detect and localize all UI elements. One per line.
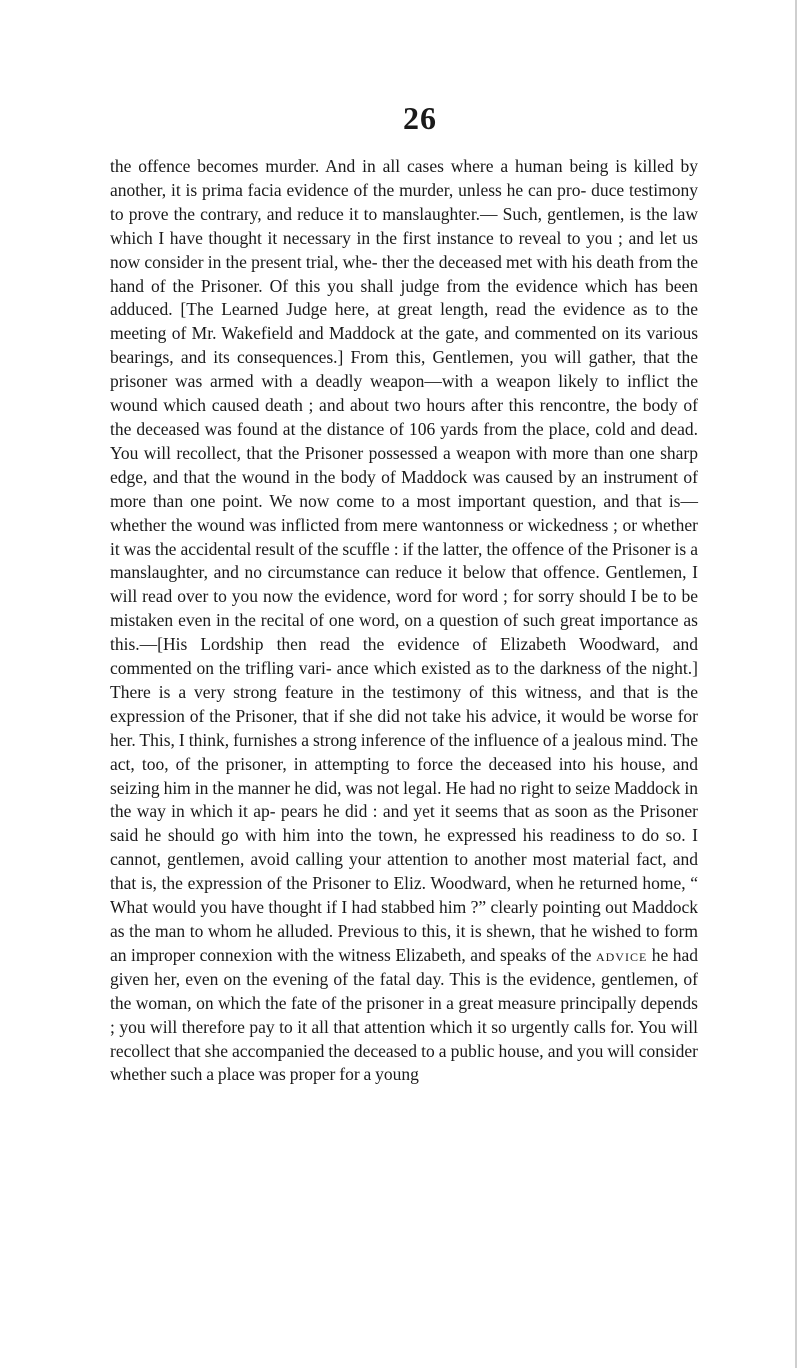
page-number: 26 <box>403 100 437 136</box>
small-caps-word: advice <box>595 944 648 965</box>
paragraph-text-1: the offence becomes murder. And in all cases where a human being is killed by another, it is prima facia evidence of the murder, unless he can pro- duce testimony to prove the contrary, and reduce it to manslaughter.— Such, gentlemen, is the law which I have thought it necessary in the first instance to reveal to you ; and let us now consider in the present trial, whe- ther the deceased met with his death from the hand of the Prisoner. Of this you shall judge from the evidence which has been adduced. [The Learned Judge here, at great length, read the evidence as to the meeting of Mr. Wakefield and Maddock at the gate, and commented on its various bearings, and its consequences.] From this, Gentlemen, you will gather, that the prisoner was armed with a deadly weapon—with a weapon likely to inflict the wound which caused death ; and about two hours after this rencontre, the body of the deceased was found at the distance of 106 yards from the place, cold and dead. You will recollect, that the Prisoner possessed a weapon with more than one sharp edge, and that the wound in the body of Maddock was caused by an instrument of more than one point. We now come to a most important question, and that is—whether the wound was inflicted from mere wantonness or wickedness ; or whether it was the accidental result of the scuffle : if the latter, the offence of the Prisoner is a manslaughter, and no circumstance can reduce it below that offence. Gentlemen, I will read over to you now the evidence, word for word ; for sorry should I be to be mistaken even in the recital of one word, on a question of such great importance as this.—[His Lordship then read the evidence of Elizabeth Woodward, and commented on the trifling vari- ance which existed as to the darkness of the night.] There is a very strong feature in the testimony of this witness, and that is the expression of the Prisoner, that if she did not take his advice, it would be worse for her. This, I think, furnishes a strong inference of the influence of a jealous mind. The act, too, of the prisoner, in attempting to force the deceased into his house, and seizing him in the manner he did, was not legal. He had no right to seize Maddock in the way in which it ap- pears he did : and yet it seems that as soon as the Prisoner said he should go with him into the town, he expressed his readiness to do so. I cannot, gentlemen, avoid calling your attention to another most material fact, and that is, the expression of the Prisoner to Eliz. Woodward, when he returned home, “ What would you have thought if I had stabbed him ?” clearly pointing out Maddock as the man to whom he alluded. Previous to this, it is shewn, that he wished to form an improper connexion with the witness Elizabeth, and speaks of the <box>110 156 698 965</box>
page-edge-line <box>795 0 797 1368</box>
body-paragraph <box>110 155 698 1087</box>
paragraph-text-2: he had given her, even on the evening of the fatal day. This is the evidence, gentlemen, of the woman, on which the fate of the prisoner in a great measure principally depends ; you will therefore pay to it all that attention which it so urgently calls for. You will recollect that she accompanied the deceased to a public house, and you will consider whether such a place was proper for a young <box>110 944 698 1085</box>
